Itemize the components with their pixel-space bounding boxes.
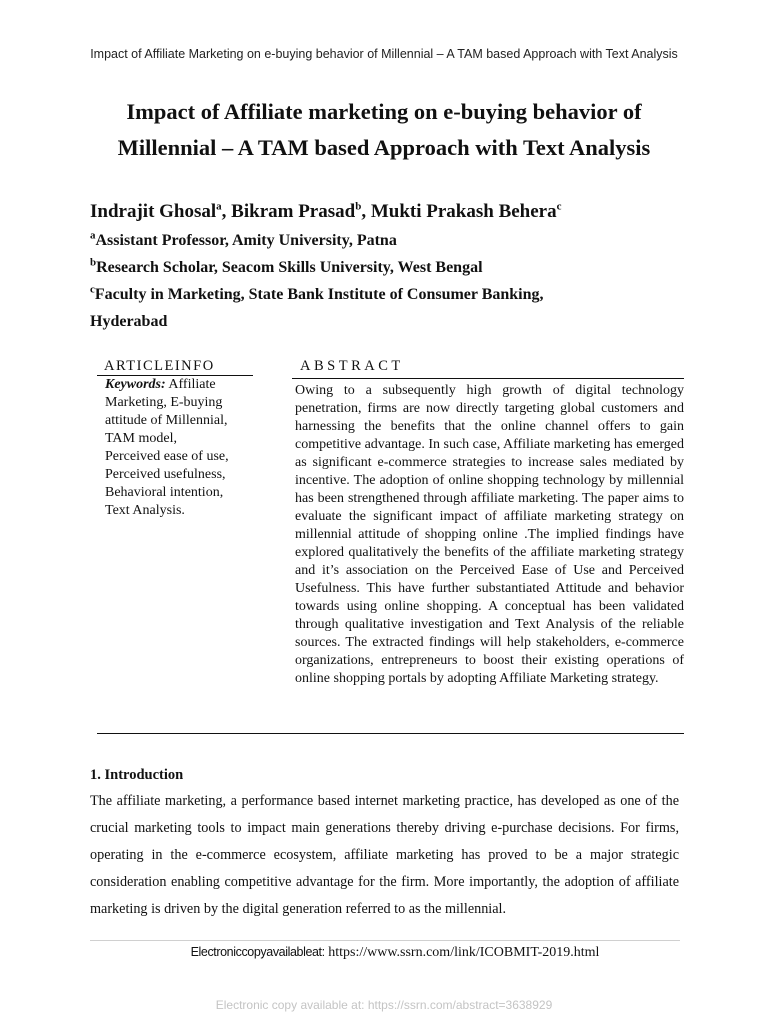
keyword-item: Behavioral intention, [105,485,224,500]
abstract-rule [292,378,684,379]
author-name: Indrajit Ghosal [90,201,217,222]
affiliation [90,281,690,308]
keyword-item: Perceived usefulness, [105,467,226,482]
author-mark: a [216,200,222,213]
footer-citation [90,942,700,963]
keyword-item: Text Analysis. [105,503,185,518]
keywords-label: Keywords: [105,377,166,392]
affiliation-text: Faculty in Marketing, State Bank Institute of Consumer Banking, [94,286,544,303]
author-list [90,198,562,226]
author-separator: , [361,201,371,222]
affiliation [90,254,690,281]
keywords-block [105,376,265,520]
footer-label: Electroniccopyavailableat: [190,945,325,959]
footer-divider [90,940,680,941]
affiliation-mark: b [90,256,97,269]
footer-link[interactable]: https://www.ssrn.com/link/ICOBMIT-2019.html [328,945,600,960]
affiliation-text: Assistant Professor, Amity University, Patna [95,232,397,249]
affiliation [90,227,690,254]
affiliation-mark: c [90,283,95,296]
keyword-item: Affiliate Marketing, E-buying attitude of Millennial, [105,377,228,428]
affiliation-continuation: Hyderabad [90,313,168,330]
abstract-body: Owing to a subsequently high growth of digital technology penetration, firms are now directly targeting global customers and harnessing the benefits that the online channel offers to gain competitive advantage. In such case, Affiliate marketing has emerged as significant e-commerce strategies to increase sales mediated by incentive. The adoption of online shopping technology by millennial has been strengthened through affiliate marketing. The paper aims to evaluate the significant impact of affiliate marketing strategy on millennial attitude of shopping online .The implied findings have explored qualitatively the benefits of the affiliate marketing strategy and it’s association on the Perceived Ease of Use and Perceived Usefulness. This have further substantiated Attitude and behavior towards using online shopping. A conceptual has been validated through qualitative investigation and Text Analysis of the reliable sources. The extracted findings will help stakeholders, e-commerce organizations, entrepreneurs to boost their existing operations of online shopping portals by adopting Affiliate Marketing strategy. [295,383,685,686]
author-name: Bikram Prasad [231,201,356,222]
author-mark: c [556,200,562,213]
running-header: Impact of Affiliate Marketing on e-buying behavior of Millennial – A TAM based Approach with Text Analysis [90,47,678,61]
abstract-heading: ABSTRACT [300,358,404,374]
title-line-1: Impact of Affiliate marketing on e-buying behavior of [126,99,642,124]
keyword-item: Perceived ease of use, [105,449,229,464]
paper-title [60,94,708,166]
author-separator: , [221,201,232,222]
title-line-2: Millennial – A TAM based Approach with Text Analysis [117,135,651,160]
affiliation-text: Research Scholar, Seacom Skills University, West Bengal [96,259,483,276]
section-heading-introduction: 1. Introduction [90,767,184,783]
author-mark: b [355,200,362,213]
ssrn-watermark: Electronic copy available at: https://ssrn.com/abstract=3638929 [215,998,553,1012]
keyword-item: TAM model, [105,431,177,446]
article-info-heading: ARTICLEINFO [104,358,215,374]
author-name: Mukti Prakash Behera [370,201,557,222]
section-divider [97,733,684,734]
introduction-paragraph: The affiliate marketing, a performance based internet marketing practice, has developed as one of the crucial marketing tools to impact main generations thereby driving e-purchase decisions. For firms, operating in the e-commerce ecosystem, affiliate marketing has proved to be a major strategic consideration enabling competitive advantage for the firm. More importantly, the adoption of affiliate marketing is driven by the digital generation referred to as the millennial. [90,793,679,917]
affiliation-mark: a [90,229,96,242]
